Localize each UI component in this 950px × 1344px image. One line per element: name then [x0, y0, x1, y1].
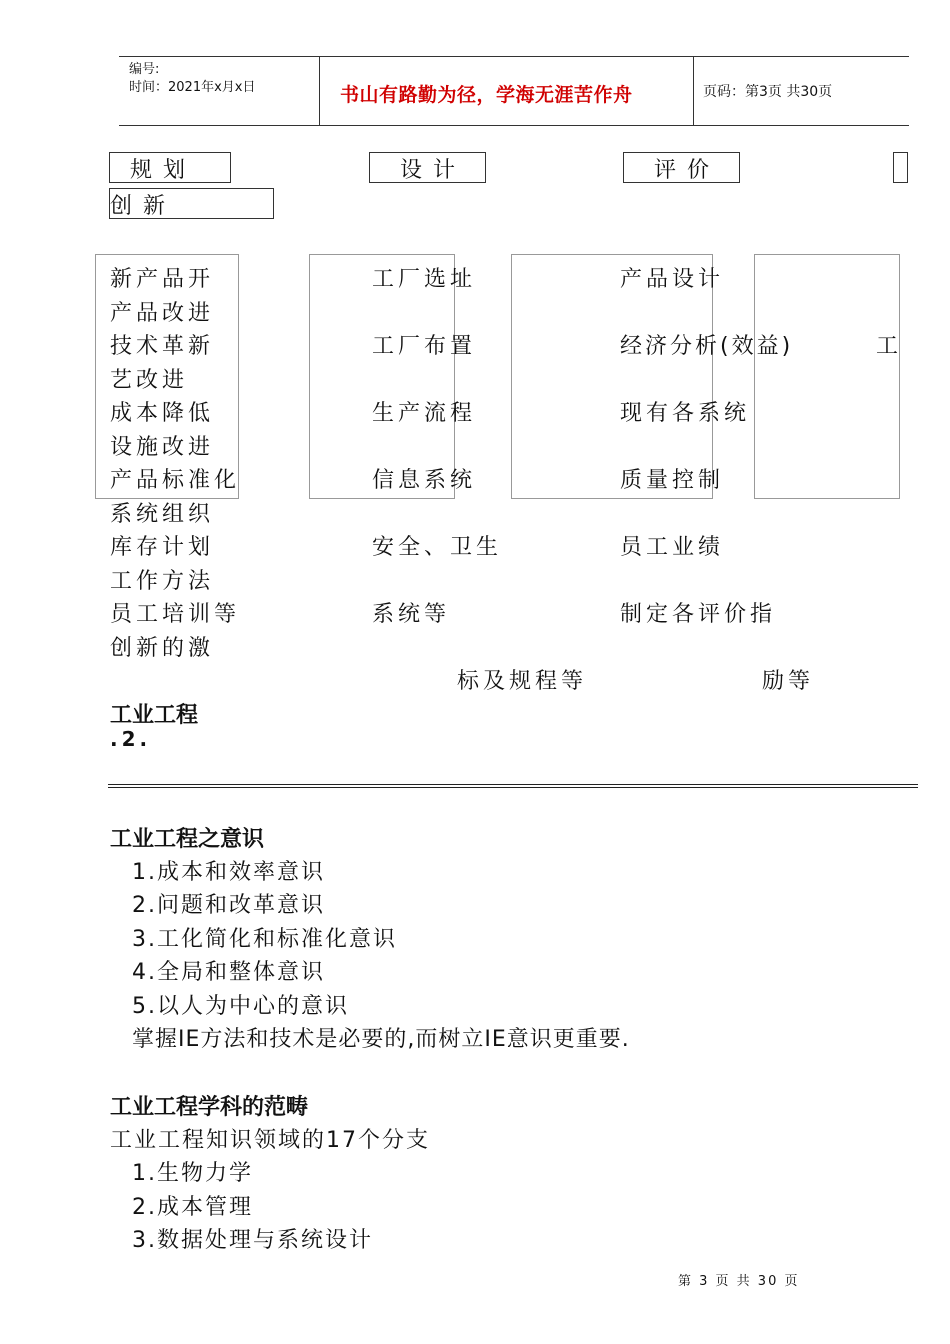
col1-item: 艺改进 — [110, 368, 189, 393]
col3-item: 励等 — [762, 669, 815, 694]
col1-item: 成本降低 — [110, 401, 215, 426]
header-divider — [319, 57, 320, 125]
awareness-item: 3.工化简化和标准化意识 — [132, 927, 397, 952]
scope-title: 工业工程学科的范畴 — [110, 1095, 309, 1120]
time-label: 时间：2021年x月x日 — [129, 80, 256, 95]
col1-item: 技术革新 — [110, 334, 215, 359]
motto: 书山有路勤为径，学海无涯苦作舟 — [340, 84, 633, 106]
header-divider — [693, 57, 694, 125]
page-mark: .2. — [110, 727, 152, 751]
col1-item: 库存计划 — [110, 535, 215, 560]
awareness-item: 2.问题和改革意识 — [132, 893, 325, 918]
col1-item: 创新的激 — [110, 636, 215, 661]
scope-item: 3.数据处理与系统设计 — [132, 1228, 373, 1253]
col1-item: 产品标准化 — [110, 468, 241, 493]
col1-item: 设施改进 — [110, 435, 215, 460]
col3-item: 质量控制 — [620, 468, 725, 493]
section-title: 工业工程 — [110, 703, 199, 728]
col3-item: 产品设计 — [620, 267, 725, 292]
col1-item: 产品改进 — [110, 301, 215, 326]
col3-item: 员工业绩 — [620, 535, 725, 560]
stage-evaluate: 评 价 — [654, 158, 711, 183]
stage-design: 设 计 — [400, 158, 457, 183]
column-frame — [754, 254, 903, 499]
scope-subtitle: 工业工程知识领域的17个分支 — [110, 1128, 430, 1153]
col2-item: 信息系统 — [372, 468, 477, 493]
col1-item: 系统组织 — [110, 502, 215, 527]
awareness-note: 掌握IE方法和技术是必要的,而树立IE意识更重要. — [132, 1027, 630, 1052]
col1-item: 员工培训等 — [110, 602, 241, 627]
awareness-title: 工业工程之意识 — [110, 827, 265, 852]
divider-line — [108, 787, 918, 788]
awareness-item: 1.成本和效率意识 — [132, 860, 325, 885]
col3-item: 经济分析(效益) — [620, 334, 794, 359]
awareness-item: 5.以人为中心的意识 — [132, 994, 349, 1019]
col3-item: 制定各评价指 — [620, 602, 777, 627]
stage-box-partial — [893, 152, 908, 183]
col2-item: 安全、卫生 — [372, 535, 503, 560]
number-label: 编号: — [129, 62, 160, 77]
col2-item: 生产流程 — [372, 401, 477, 426]
col1-item: 新产品开 — [110, 267, 215, 292]
col4-item: 工 — [876, 334, 903, 359]
page-info: 页码：第3页 共30页 — [703, 84, 833, 100]
col2-item: 标及规程等 — [457, 669, 588, 694]
col1-item: 工作方法 — [110, 569, 215, 594]
page-footer: 第 3 页 共 30 页 — [678, 1274, 800, 1289]
col2-item: 系统等 — [372, 602, 451, 627]
divider-line — [108, 784, 918, 785]
stage-plan: 规 划 — [130, 158, 187, 183]
col3-item: 现有各系统 — [620, 401, 751, 426]
col2-item: 工厂选址 — [372, 267, 477, 292]
awareness-item: 4.全局和整体意识 — [132, 960, 325, 985]
stage-innovate: 创 新 — [110, 194, 167, 219]
col2-item: 工厂布置 — [372, 334, 477, 359]
scope-item: 1.生物力学 — [132, 1161, 253, 1186]
scope-item: 2.成本管理 — [132, 1195, 253, 1220]
